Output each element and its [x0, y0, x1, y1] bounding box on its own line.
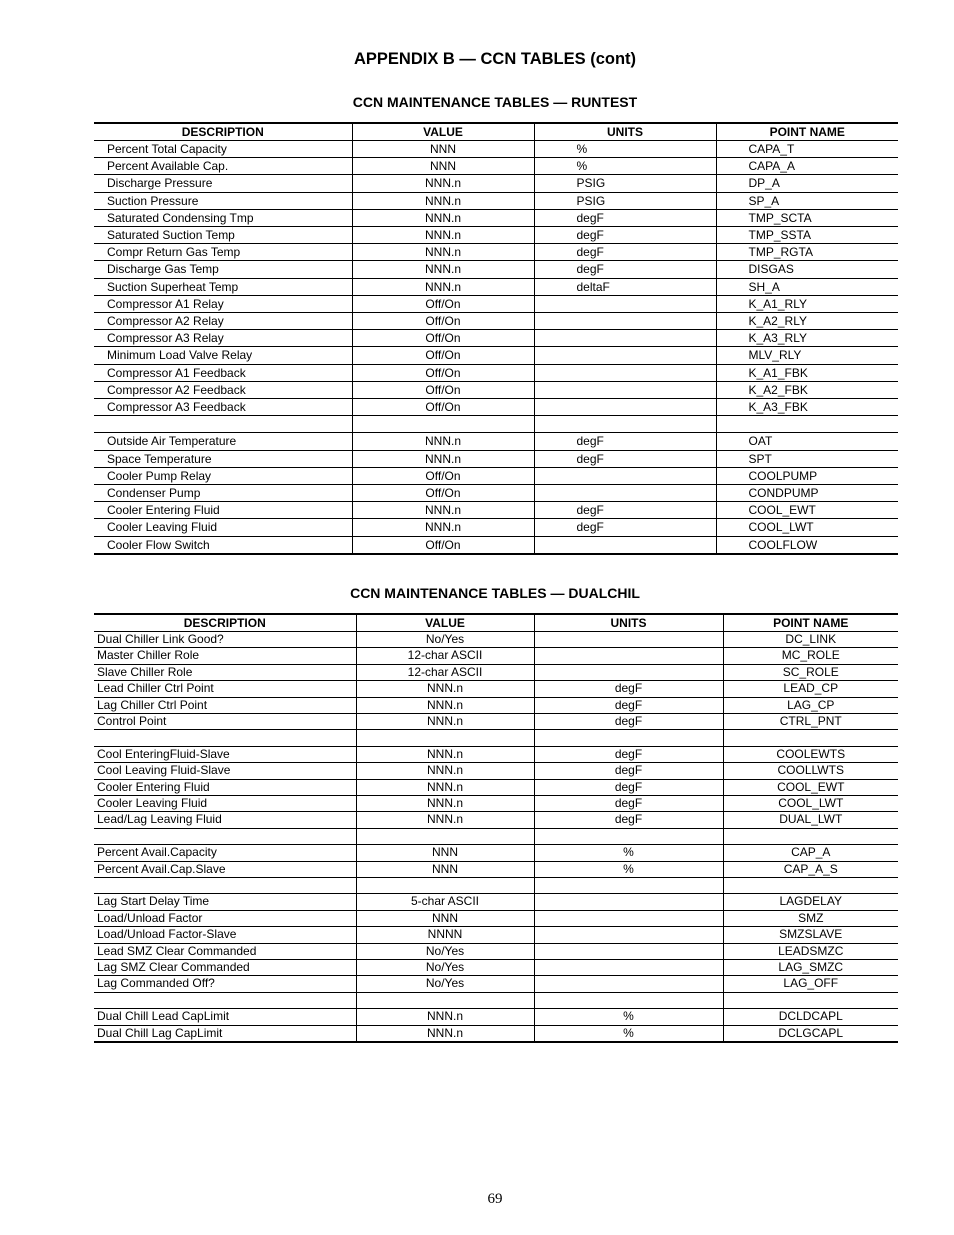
cell-description: Suction Pressure — [94, 192, 352, 209]
cell-value: NNN.n — [356, 796, 534, 812]
cell-description: Percent Avail.Cap.Slave — [94, 861, 356, 877]
table-row — [94, 632, 898, 648]
cell-point-name: COOL_LWT — [723, 796, 898, 812]
cell-units: degF — [534, 746, 723, 762]
cell-value: NNN.n — [352, 175, 534, 192]
cell-value — [356, 730, 534, 746]
cell-value: NNN — [356, 861, 534, 877]
cell-point-name: K_A1_RLY — [716, 295, 898, 312]
cell-description — [94, 828, 356, 844]
cell-point-name: CAP_A — [723, 845, 898, 861]
dualchil-table-body — [94, 632, 898, 1043]
cell-description: Compressor A3 Feedback — [94, 399, 352, 416]
dualchil-table — [94, 613, 898, 1043]
cell-value — [352, 416, 534, 433]
cell-point-name: MC_ROLE — [723, 648, 898, 664]
cell-value: Off/On — [352, 399, 534, 416]
cell-point-name: OAT — [716, 433, 898, 450]
cell-description: Percent Total Capacity — [94, 141, 352, 158]
cell-point-name: SMZSLAVE — [723, 927, 898, 943]
cell-units: degF — [534, 681, 723, 697]
cell-point-name: K_A3_FBK — [716, 399, 898, 416]
cell-description: Lag Start Delay Time — [94, 894, 356, 910]
table-row — [94, 697, 898, 713]
table-row — [94, 976, 898, 992]
cell-units — [534, 664, 723, 680]
table-row — [94, 536, 898, 554]
cell-units — [534, 927, 723, 943]
table-row — [94, 261, 898, 278]
cell-units — [534, 381, 716, 398]
cell-units — [534, 467, 716, 484]
cell-value: NNN.n — [352, 192, 534, 209]
cell-point-name: CAP_A_S — [723, 861, 898, 877]
cell-value: NNN.n — [356, 697, 534, 713]
cell-units: % — [534, 141, 716, 158]
table-row — [94, 519, 898, 536]
cell-description: Space Temperature — [94, 450, 352, 467]
cell-point-name: CAPA_A — [716, 158, 898, 175]
table-row — [94, 943, 898, 959]
cell-description — [94, 730, 356, 746]
table-row — [94, 812, 898, 828]
cell-value: NNN.n — [352, 209, 534, 226]
cell-value: Off/On — [352, 467, 534, 484]
cell-value: NNNN — [356, 927, 534, 943]
cell-value: Off/On — [352, 313, 534, 330]
cell-point-name: SMZ — [723, 910, 898, 926]
cell-point-name: CTRL_PNT — [723, 714, 898, 730]
cell-description: Master Chiller Role — [94, 648, 356, 664]
cell-units: % — [534, 861, 723, 877]
cell-point-name: LAG_CP — [723, 697, 898, 713]
cell-units: degF — [534, 227, 716, 244]
table-row — [94, 416, 898, 433]
cell-description: Compressor A1 Relay — [94, 295, 352, 312]
cell-point-name: LAG_SMZC — [723, 960, 898, 976]
cell-point-name: K_A2_RLY — [716, 313, 898, 330]
cell-description: Compr Return Gas Temp — [94, 244, 352, 261]
cell-units: PSIG — [534, 175, 716, 192]
cell-description: Cooler Entering Fluid — [94, 502, 352, 519]
table-row — [94, 779, 898, 795]
cell-point-name: CONDPUMP — [716, 485, 898, 502]
cell-value: NNN — [352, 158, 534, 175]
cell-point-name: K_A2_FBK — [716, 381, 898, 398]
table-row — [94, 861, 898, 877]
table-row — [94, 1009, 898, 1025]
cell-point-name: DUAL_LWT — [723, 812, 898, 828]
table-row — [94, 227, 898, 244]
cell-units — [534, 399, 716, 416]
cell-point-name: DC_LINK — [723, 632, 898, 648]
cell-units — [534, 730, 723, 746]
cell-point-name: LAG_OFF — [723, 976, 898, 992]
cell-description: Lead SMZ Clear Commanded — [94, 943, 356, 959]
cell-units — [534, 313, 716, 330]
table-row — [94, 763, 898, 779]
table-row — [94, 244, 898, 261]
table-row — [94, 192, 898, 209]
cell-description: Load/Unload Factor-Slave — [94, 927, 356, 943]
cell-description: Outside Air Temperature — [94, 433, 352, 450]
cell-units: degF — [534, 812, 723, 828]
table-row — [94, 894, 898, 910]
table-row — [94, 141, 898, 158]
cell-point-name: COOL_EWT — [716, 502, 898, 519]
cell-value: NNN.n — [352, 519, 534, 536]
cell-description: Lag SMZ Clear Commanded — [94, 960, 356, 976]
dualchil-table-title: CCN MAINTENANCE TABLES — DUALCHIL — [350, 585, 640, 601]
cell-value: Off/On — [352, 536, 534, 554]
runtest-table-title: CCN MAINTENANCE TABLES — RUNTEST — [352, 94, 638, 110]
cell-value: Off/On — [352, 364, 534, 381]
cell-units: degF — [534, 796, 723, 812]
table-row — [94, 364, 898, 381]
cell-description: Compressor A2 Feedback — [94, 381, 352, 398]
cell-description: Control Point — [94, 714, 356, 730]
table-row — [94, 746, 898, 762]
cell-point-name: K_A1_FBK — [716, 364, 898, 381]
cell-point-name: COOLPUMP — [716, 467, 898, 484]
cell-description: Cool EnteringFluid-Slave — [94, 746, 356, 762]
cell-value: NNN.n — [356, 681, 534, 697]
cell-point-name: LEAD_CP — [723, 681, 898, 697]
table-row — [94, 330, 898, 347]
table-row — [94, 313, 898, 330]
column-header-description: DESCRIPTION — [94, 614, 356, 632]
cell-point-name: COOLLWTS — [723, 763, 898, 779]
cell-point-name: TMP_SSTA — [716, 227, 898, 244]
table-row — [94, 714, 898, 730]
cell-units — [534, 485, 716, 502]
cell-point-name: SH_A — [716, 278, 898, 295]
cell-units: % — [534, 1025, 723, 1042]
cell-value: NNN.n — [352, 227, 534, 244]
table-row — [94, 845, 898, 861]
cell-units — [534, 648, 723, 664]
cell-point-name: COOLEWTS — [723, 746, 898, 762]
cell-value: NNN.n — [356, 812, 534, 828]
cell-units — [534, 364, 716, 381]
cell-description: Lag Commanded Off? — [94, 976, 356, 992]
cell-value — [356, 992, 534, 1008]
cell-value: NNN.n — [352, 244, 534, 261]
cell-units — [534, 894, 723, 910]
table-row — [94, 502, 898, 519]
cell-units — [534, 347, 716, 364]
table-row — [94, 467, 898, 484]
dualchil-table-header — [94, 614, 898, 632]
cell-units — [534, 910, 723, 926]
column-header-value: VALUE — [352, 123, 534, 141]
table-row — [94, 796, 898, 812]
table-row — [94, 158, 898, 175]
cell-point-name — [723, 730, 898, 746]
cell-value: Off/On — [352, 295, 534, 312]
page-title: APPENDIX B — CCN TABLES (cont) — [353, 50, 637, 68]
cell-value: NNN.n — [352, 278, 534, 295]
runtest-table-body — [94, 141, 898, 554]
cell-point-name: DP_A — [716, 175, 898, 192]
cell-description: Compressor A2 Relay — [94, 313, 352, 330]
column-header-value: VALUE — [356, 614, 534, 632]
cell-point-name: TMP_RGTA — [716, 244, 898, 261]
cell-description: Lead/Lag Leaving Fluid — [94, 812, 356, 828]
cell-units: % — [534, 845, 723, 861]
cell-description: Lead Chiller Ctrl Point — [94, 681, 356, 697]
cell-value: NNN.n — [352, 433, 534, 450]
cell-point-name: COOL_EWT — [723, 779, 898, 795]
cell-point-name: DCLDCAPL — [723, 1009, 898, 1025]
cell-description: Percent Avail.Capacity — [94, 845, 356, 861]
page-number: 69 — [487, 1191, 503, 1207]
cell-description: Slave Chiller Role — [94, 664, 356, 680]
cell-description: Percent Available Cap. — [94, 158, 352, 175]
cell-units — [534, 960, 723, 976]
cell-units: degF — [534, 519, 716, 536]
cell-description: Cooler Pump Relay — [94, 467, 352, 484]
cell-description: Suction Superheat Temp — [94, 278, 352, 295]
header-row — [94, 614, 898, 632]
cell-units: % — [534, 158, 716, 175]
table-row — [94, 648, 898, 664]
cell-value: NNN.n — [352, 450, 534, 467]
cell-units: degF — [534, 502, 716, 519]
cell-value: NNN.n — [356, 1009, 534, 1025]
cell-description: Dual Chiller Link Good? — [94, 632, 356, 648]
column-header-point-name: POINT NAME — [723, 614, 898, 632]
cell-units — [534, 416, 716, 433]
table-row — [94, 347, 898, 364]
runtest-table-header — [94, 123, 898, 141]
cell-value: NNN.n — [356, 714, 534, 730]
cell-value: NNN.n — [356, 763, 534, 779]
cell-value — [356, 828, 534, 844]
cell-units: PSIG — [534, 192, 716, 209]
cell-units: degF — [534, 433, 716, 450]
cell-point-name — [723, 878, 898, 894]
cell-description — [94, 878, 356, 894]
table-row — [94, 992, 898, 1008]
table-row — [94, 664, 898, 680]
cell-description: Cooler Entering Fluid — [94, 779, 356, 795]
cell-description: Cooler Flow Switch — [94, 536, 352, 554]
cell-units: degF — [534, 697, 723, 713]
cell-point-name: LAGDELAY — [723, 894, 898, 910]
cell-value: No/Yes — [356, 976, 534, 992]
cell-value: NNN.n — [356, 779, 534, 795]
cell-point-name: DISGAS — [716, 261, 898, 278]
cell-description: Dual Chill Lead CapLimit — [94, 1009, 356, 1025]
cell-description: Compressor A3 Relay — [94, 330, 352, 347]
table-row — [94, 295, 898, 312]
table-row — [94, 730, 898, 746]
cell-description: Saturated Suction Temp — [94, 227, 352, 244]
cell-point-name: CAPA_T — [716, 141, 898, 158]
table-row — [94, 910, 898, 926]
cell-description: Load/Unload Factor — [94, 910, 356, 926]
cell-units: degF — [534, 209, 716, 226]
cell-value: 12-char ASCII — [356, 648, 534, 664]
cell-value: Off/On — [352, 330, 534, 347]
table-row — [94, 175, 898, 192]
table-row — [94, 381, 898, 398]
cell-description: Cooler Leaving Fluid — [94, 796, 356, 812]
cell-point-name: MLV_RLY — [716, 347, 898, 364]
cell-description: Cooler Leaving Fluid — [94, 519, 352, 536]
column-header-units: UNITS — [534, 123, 716, 141]
cell-value: NNN.n — [352, 502, 534, 519]
table-row — [94, 960, 898, 976]
header-row — [94, 123, 898, 141]
cell-value: NNN.n — [352, 261, 534, 278]
cell-value: 12-char ASCII — [356, 664, 534, 680]
cell-units — [534, 992, 723, 1008]
cell-value: NNN — [352, 141, 534, 158]
cell-description: Discharge Gas Temp — [94, 261, 352, 278]
column-header-point-name: POINT NAME — [716, 123, 898, 141]
cell-point-name: COOLFLOW — [716, 536, 898, 554]
table-row — [94, 828, 898, 844]
cell-point-name: TMP_SCTA — [716, 209, 898, 226]
table-row — [94, 878, 898, 894]
cell-units: degF — [534, 450, 716, 467]
cell-units: degF — [534, 261, 716, 278]
column-header-description: DESCRIPTION — [94, 123, 352, 141]
cell-units: degF — [534, 763, 723, 779]
cell-point-name: SP_A — [716, 192, 898, 209]
cell-units — [534, 632, 723, 648]
cell-units — [534, 536, 716, 554]
table-row — [94, 399, 898, 416]
table-row — [94, 278, 898, 295]
cell-value: Off/On — [352, 347, 534, 364]
cell-units — [534, 828, 723, 844]
runtest-table — [94, 122, 898, 555]
cell-point-name: K_A3_RLY — [716, 330, 898, 347]
cell-units: degF — [534, 714, 723, 730]
cell-value: NNN.n — [356, 746, 534, 762]
table-row — [94, 209, 898, 226]
cell-point-name: LEADSMZC — [723, 943, 898, 959]
cell-units — [534, 330, 716, 347]
cell-description: Saturated Condensing Tmp — [94, 209, 352, 226]
column-header-units: UNITS — [534, 614, 723, 632]
cell-point-name: SC_ROLE — [723, 664, 898, 680]
table-row — [94, 927, 898, 943]
cell-value: Off/On — [352, 381, 534, 398]
cell-value: No/Yes — [356, 960, 534, 976]
cell-point-name: COOL_LWT — [716, 519, 898, 536]
cell-value: No/Yes — [356, 632, 534, 648]
cell-units — [534, 878, 723, 894]
cell-units: deltaF — [534, 278, 716, 295]
cell-description: Dual Chill Lag CapLimit — [94, 1025, 356, 1042]
table-row — [94, 485, 898, 502]
cell-description: Compressor A1 Feedback — [94, 364, 352, 381]
cell-description — [94, 416, 352, 433]
table-row — [94, 1025, 898, 1042]
cell-point-name: DCLGCAPL — [723, 1025, 898, 1042]
cell-units — [534, 943, 723, 959]
cell-point-name — [716, 416, 898, 433]
cell-value: NNN.n — [356, 1025, 534, 1042]
cell-value: No/Yes — [356, 943, 534, 959]
cell-value: 5-char ASCII — [356, 894, 534, 910]
cell-units: % — [534, 1009, 723, 1025]
cell-point-name — [723, 828, 898, 844]
cell-units: degF — [534, 244, 716, 261]
cell-description: Lag Chiller Ctrl Point — [94, 697, 356, 713]
cell-description: Cool Leaving Fluid-Slave — [94, 763, 356, 779]
cell-description — [94, 992, 356, 1008]
cell-units: degF — [534, 779, 723, 795]
cell-description: Minimum Load Valve Relay — [94, 347, 352, 364]
table-row — [94, 681, 898, 697]
cell-point-name — [723, 992, 898, 1008]
cell-value: NNN — [356, 845, 534, 861]
cell-point-name: SPT — [716, 450, 898, 467]
cell-value — [356, 878, 534, 894]
cell-value: NNN — [356, 910, 534, 926]
cell-units — [534, 295, 716, 312]
cell-units — [534, 976, 723, 992]
cell-description: Discharge Pressure — [94, 175, 352, 192]
table-row — [94, 433, 898, 450]
cell-description: Condenser Pump — [94, 485, 352, 502]
cell-value: Off/On — [352, 485, 534, 502]
table-row — [94, 450, 898, 467]
